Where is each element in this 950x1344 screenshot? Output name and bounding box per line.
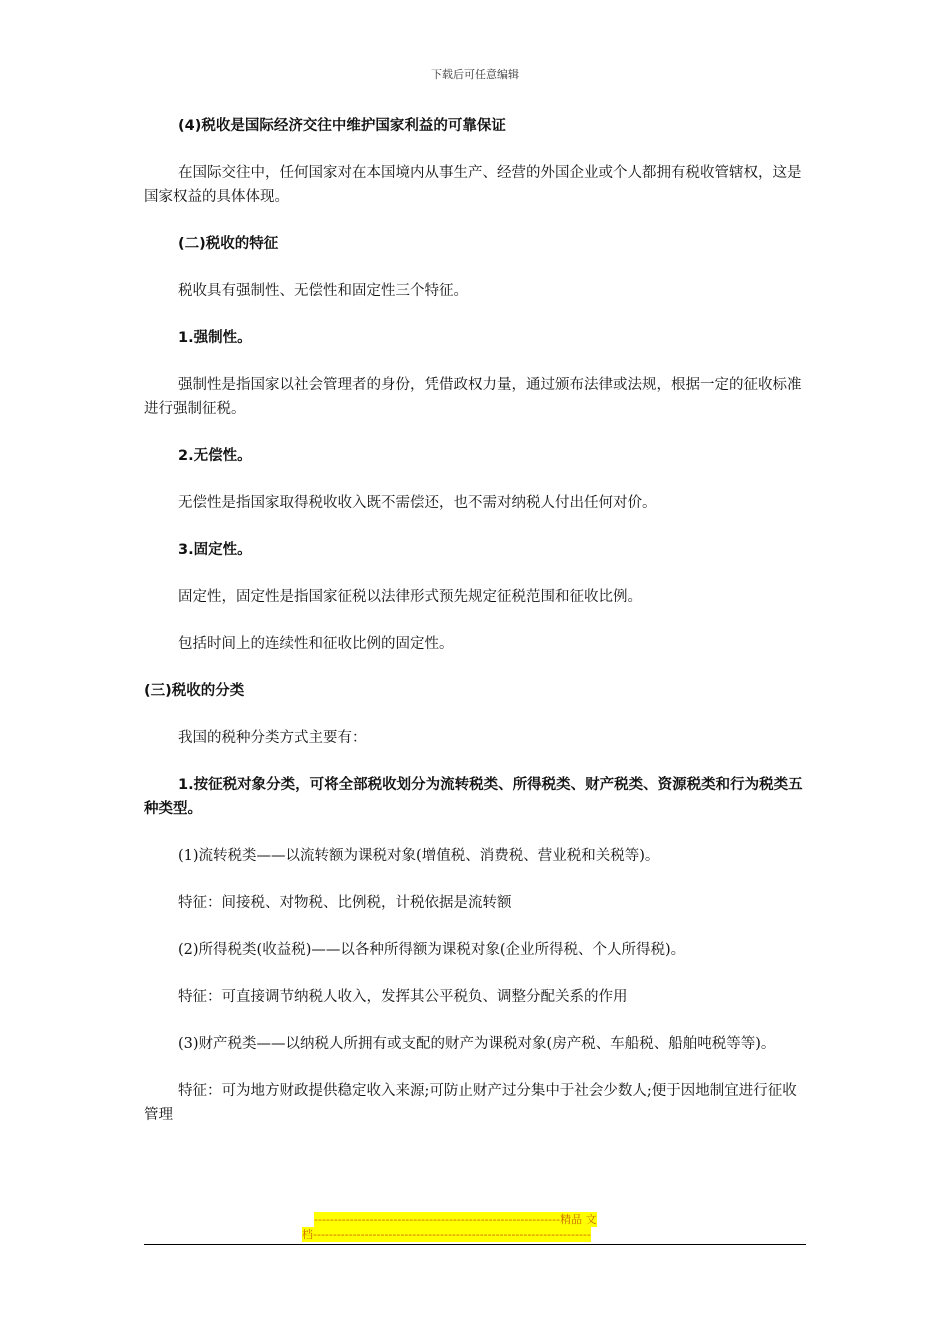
paragraph-income-tax: (2)所得税类(收益税)——以各种所得额为课税对象(企业所得税、个人所得税)。 bbox=[178, 942, 686, 958]
paragraph-turnover-features: 特征：间接税、对物税、比例税，计税依据是流转额 bbox=[178, 895, 512, 911]
heading-compulsory: 1.强制性。 bbox=[178, 330, 252, 346]
document-body bbox=[144, 114, 806, 1150]
footer-highlight-line1: --------------------------------------------------------------精品 文 bbox=[314, 1213, 597, 1226]
heading-tax-classification: (三)税收的分类 bbox=[144, 683, 245, 699]
footer-highlight-line2: 档---------------------------------------------------------------------- bbox=[302, 1228, 591, 1241]
paragraph-three-features: 税收具有强制性、无偿性和固定性三个特征。 bbox=[178, 283, 468, 299]
footer-divider bbox=[144, 1244, 806, 1245]
heading-gratuitous: 2.无偿性。 bbox=[178, 448, 252, 464]
paragraph-turnover-tax: (1)流转税类——以流转额为课税对象(增值税、消费税、营业税和关税等)。 bbox=[178, 848, 660, 864]
heading-international-interest: (4)税收是国际经济交往中维护国家利益的可靠保证 bbox=[178, 118, 506, 134]
paragraph-gratuitous: 无偿性是指国家取得税收收入既不需偿还，也不需对纳税人付出任何对价。 bbox=[178, 495, 657, 511]
paragraph-classification-intro: 我国的税种分类方式主要有： bbox=[178, 730, 367, 746]
heading-by-object: 1.按征税对象分类，可将全部税收划分为流转税类、所得税类、财产税类、资源税类和行为税类五种类型。 bbox=[144, 777, 803, 817]
paragraph-fixed: 固定性，固定性是指国家征税以法律形式预先规定征税范围和征收比例。 bbox=[178, 589, 642, 605]
paragraph-property-tax: (3)财产税类——以纳税人所拥有或支配的财产为课税对象(房产税、车船税、船舶吨税等等)。 bbox=[178, 1036, 776, 1052]
paragraph-tax-jurisdiction: 在国际交往中，任何国家对在本国境内从事生产、经营的外国企业或个人都拥有税收管辖权，这是国家权益的具体体现。 bbox=[144, 165, 802, 205]
paragraph-fixed-continuity: 包括时间上的连续性和征收比例的固定性。 bbox=[178, 636, 454, 652]
paragraph-income-features: 特征：可直接调节纳税人收入，发挥其公平税负、调整分配关系的作用 bbox=[178, 989, 628, 1005]
paragraph-property-features: 特征：可为地方财政提供稳定收入来源;可防止财产过分集中于社会少数人;便于因地制宜进行征收管理 bbox=[144, 1083, 797, 1123]
paragraph-compulsory: 强制性是指国家以社会管理者的身份，凭借政权力量，通过颁布法律或法规，根据一定的征收标准进行强制征税。 bbox=[144, 377, 802, 417]
heading-tax-features: (二)税收的特征 bbox=[178, 236, 279, 252]
page-header: 下载后可任意编辑 bbox=[431, 68, 519, 81]
heading-fixed: 3.固定性。 bbox=[178, 542, 252, 558]
